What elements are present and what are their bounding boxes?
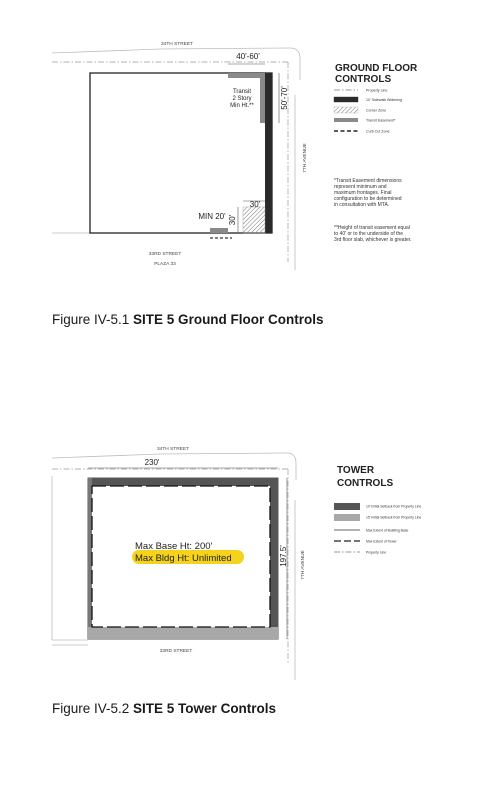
legend-item bbox=[334, 514, 421, 521]
note-line: maximum frontages. Final bbox=[334, 190, 392, 196]
setback-10-right bbox=[270, 478, 278, 639]
dim-top-label: 230' bbox=[144, 458, 160, 467]
transit-swatch bbox=[334, 118, 358, 122]
avenue-label: 7TH AVENUE bbox=[303, 143, 308, 173]
setback-15-bottom bbox=[88, 627, 278, 639]
caption-title: SITE 5 Tower Controls bbox=[133, 701, 277, 716]
legend-label: 10' Sidewalk Widening bbox=[366, 98, 403, 102]
figure-2-tower bbox=[52, 446, 421, 680]
legend-item bbox=[334, 107, 386, 113]
legend-item bbox=[334, 97, 402, 102]
legend-item bbox=[334, 89, 387, 93]
legend-label: Corner Zone bbox=[366, 108, 387, 113]
legend-item bbox=[334, 551, 386, 555]
dim-corner-right-label: 30' bbox=[249, 200, 261, 209]
note-line: **Height of transit easement equal bbox=[334, 225, 410, 231]
legend-note-1 bbox=[334, 178, 402, 208]
max-base-label: Max Base Ht: 200' bbox=[135, 541, 213, 552]
sidewalk-swatch bbox=[334, 97, 358, 102]
figure-2-caption bbox=[52, 701, 276, 716]
street-south-sub-label: PLAZA 33 bbox=[154, 262, 176, 267]
sidewalk-widening bbox=[265, 73, 272, 233]
transit-easement-top bbox=[228, 73, 265, 78]
note-line: 3rd floor slab, whichever is greater. bbox=[334, 237, 412, 243]
legend-label: 15' Initial Setback from Property Line bbox=[366, 515, 422, 520]
caption-prefix: Figure IV-5.2 bbox=[52, 701, 134, 716]
legend-tower bbox=[334, 465, 421, 555]
note-line: configuration to be determined bbox=[334, 196, 402, 202]
figure-1-caption bbox=[52, 312, 324, 327]
legend-label: 10' Initial Setback from Property Line bbox=[366, 504, 422, 509]
legend-item bbox=[334, 529, 409, 533]
note-line: to 40' or to the underside of the bbox=[334, 231, 404, 237]
transit-easement-bottom bbox=[210, 228, 228, 233]
legend-title: TOWER bbox=[337, 465, 375, 476]
legend-label: Property Line bbox=[366, 550, 387, 555]
transit-easement-right bbox=[260, 73, 265, 123]
transit-label-line: Transit bbox=[232, 89, 252, 95]
legend-item bbox=[334, 540, 398, 544]
legend-label: Max Extent of Building Base bbox=[366, 528, 409, 533]
caption-title: SITE 5 Ground Floor Controls bbox=[133, 312, 324, 327]
corner-zone-swatch bbox=[334, 107, 358, 113]
note-line: in consultation with MTA. bbox=[334, 202, 390, 208]
street-south-label: 33RD STREET bbox=[159, 649, 193, 654]
legend-ground-floor bbox=[334, 63, 418, 243]
legend-label: Curb Cut Zone bbox=[366, 129, 390, 134]
legend-label: Transit Easement* bbox=[366, 118, 396, 123]
transit-label-line: 2 Story bbox=[232, 96, 252, 102]
legend-item bbox=[334, 503, 421, 510]
legend-item bbox=[334, 130, 390, 134]
dim-corner-vert-label: 30' bbox=[228, 214, 237, 226]
figure-1-ground-floor bbox=[52, 41, 418, 270]
dim-min-label: MIN 20' bbox=[198, 212, 226, 221]
dim-right-label: 50'-70' bbox=[280, 86, 289, 110]
note-line: represent minimum and bbox=[334, 184, 387, 190]
street-south-label: 33RD STREET bbox=[148, 252, 182, 257]
street-north-label: 34TH STREET bbox=[161, 42, 193, 47]
legend-note-2 bbox=[334, 225, 412, 243]
corner-zone bbox=[243, 207, 265, 233]
legend-label: Max Extent of Tower bbox=[366, 539, 397, 544]
max-bldg-label: Max Bldg Ht: Unlimited bbox=[135, 553, 232, 564]
legend-label: Property Line bbox=[366, 88, 388, 93]
note-line: *Transit Easement dimensions bbox=[334, 178, 402, 184]
legend-title: CONTROLS bbox=[335, 74, 392, 85]
setback-10-top bbox=[88, 478, 278, 486]
avenue-label: 7TH AVENUE bbox=[301, 550, 306, 580]
transit-label bbox=[230, 89, 254, 109]
legend-title: CONTROLS bbox=[337, 478, 394, 489]
transit-label-line: Min Ht.** bbox=[230, 103, 254, 109]
legend-item bbox=[334, 118, 396, 123]
setback-10-swatch bbox=[334, 503, 360, 510]
dim-right-label: 197.5' bbox=[279, 545, 288, 567]
caption-prefix: Figure IV-5.1 bbox=[52, 312, 134, 327]
dim-top-label: 40'-60' bbox=[236, 52, 260, 61]
legend-title: GROUND FLOOR bbox=[335, 63, 418, 74]
setback-15-swatch bbox=[334, 514, 360, 521]
street-north-label: 34TH STREET bbox=[157, 447, 189, 452]
